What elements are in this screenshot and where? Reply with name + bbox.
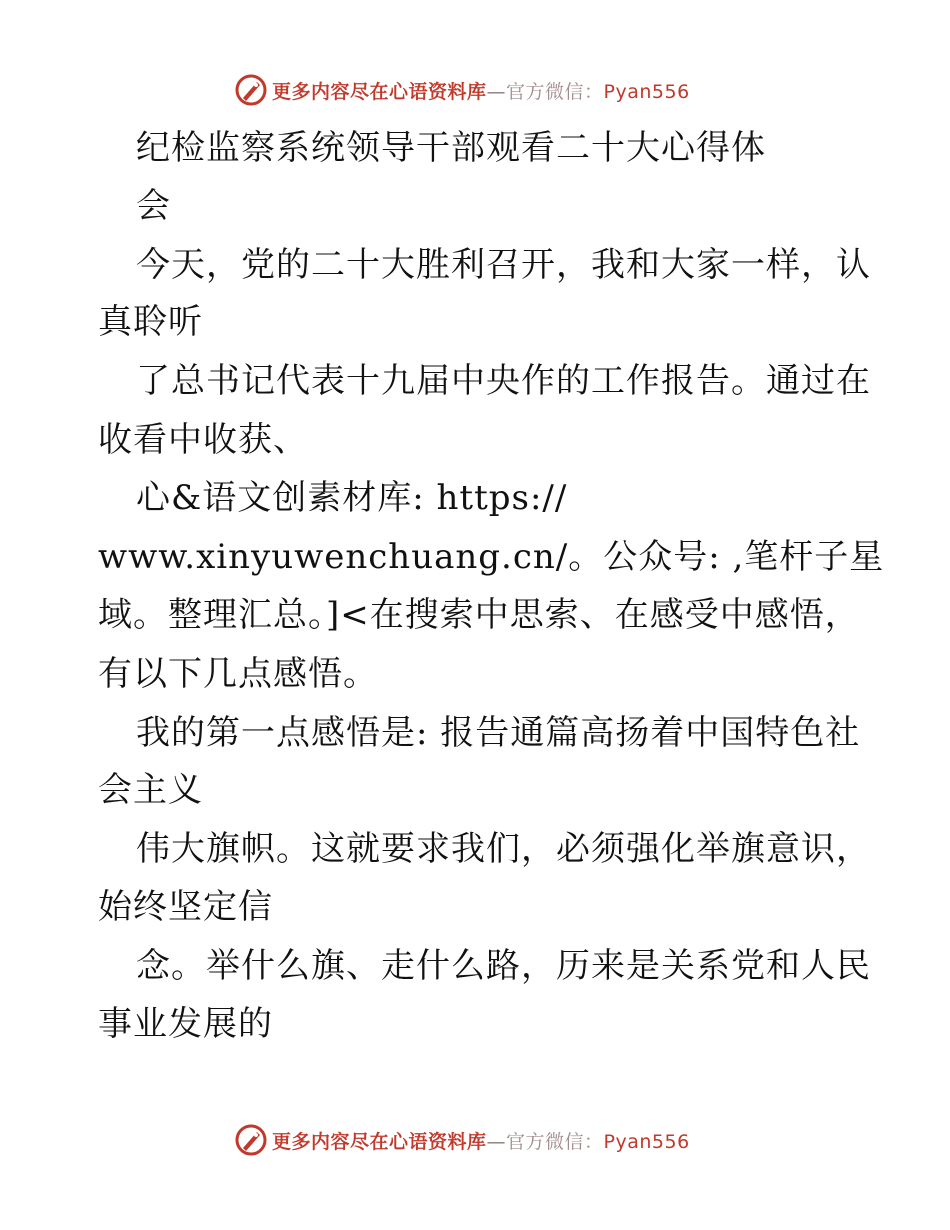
footer-wechat-id: Pyan556 bbox=[603, 1130, 690, 1153]
footer-main-text: 更多内容尽在心语资料库 bbox=[272, 1130, 487, 1153]
doc-line: 始终坚定信 bbox=[98, 887, 273, 927]
doc-line: 会主义 bbox=[98, 770, 203, 810]
header-dash: — bbox=[486, 80, 507, 103]
footer-wechat-label: 官方微信： bbox=[506, 1130, 604, 1153]
doc-line: 我的第一点感悟是: 报告通篇高扬着中国特色社 bbox=[136, 713, 861, 753]
doc-line: www.xinyuwenchuang.cn/。公众号: ,笔杆子星 bbox=[98, 537, 885, 577]
doc-title-line-2: 会 bbox=[136, 186, 171, 226]
doc-line: 心&语文创素材库: https:// bbox=[136, 478, 568, 518]
doc-line: 伟大旗帜。这就要求我们，必须强化举旗意识， bbox=[136, 829, 871, 869]
doc-line: 有以下几点感悟。 bbox=[98, 654, 378, 694]
doc-line: 今天，党的二十大胜利召开，我和大家一样，认 bbox=[136, 245, 871, 285]
header-main-text: 更多内容尽在心语资料库 bbox=[272, 80, 487, 103]
pen-logo-icon bbox=[234, 1123, 268, 1157]
footer-banner-text bbox=[272, 1127, 690, 1154]
footer-banner-inner bbox=[234, 1122, 690, 1158]
footer-dash: — bbox=[486, 1130, 507, 1153]
doc-line: 真聆听 bbox=[98, 302, 203, 342]
doc-title-line-1: 纪检监察系统领导干部观看二十大心得体 bbox=[136, 128, 766, 168]
doc-line: 事业发展的 bbox=[98, 1004, 273, 1044]
header-wechat-id: Pyan556 bbox=[603, 80, 690, 103]
header-wechat-label: 官方微信： bbox=[506, 80, 604, 103]
footer-banner bbox=[0, 1120, 950, 1160]
doc-line: 域。整理汇总。]<在搜索中思索、在感受中感悟， bbox=[98, 595, 860, 635]
doc-line: 了总书记代表十九届中央作的工作报告。通过在 bbox=[136, 361, 871, 401]
doc-line: 念。举什么旗、走什么路，历来是关系党和人民 bbox=[136, 946, 871, 986]
doc-line: 收看中收获、 bbox=[98, 420, 308, 460]
